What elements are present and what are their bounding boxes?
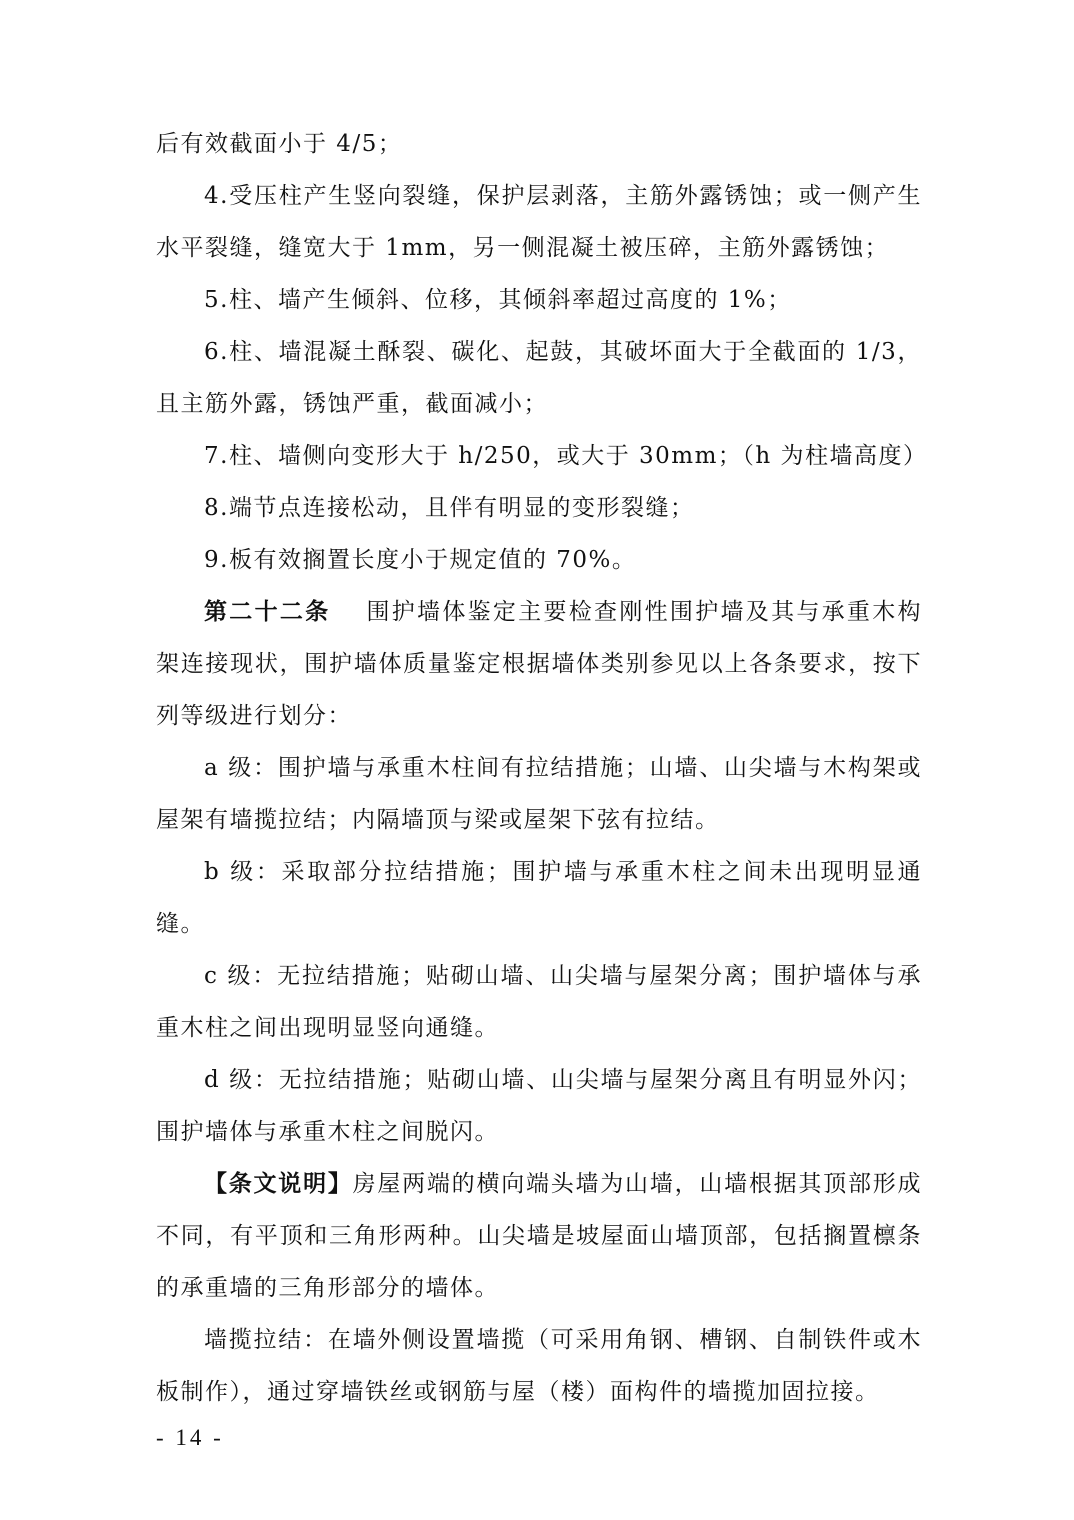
criterion-item-5: 5.柱、墙产生倾斜、位移，其倾斜率超过高度的 1%； bbox=[204, 287, 792, 313]
wall-tie-paragraph: 墙揽拉结：在墙外侧设置墙揽（可采用角钢、槽钢、自制铁件或木板制作），通过穿墙铁丝或钢筋与屋（楼）面构件的墙揽加固拉接。 bbox=[156, 1327, 922, 1405]
grade-a: a 级：围护墙与承重木柱间有拉结措施；山墙、山尖墙与木构架或屋架有墙揽拉结；内隔墙顶与梁或屋架下弦有拉结。 bbox=[156, 755, 922, 833]
criterion-item-6: 6.柱、墙混凝土酥裂、碳化、起鼓，其破坏面大于全截面的 1/3，且主筋外露，锈蚀严重，截面减小； bbox=[156, 339, 922, 417]
criterion-item-4: 4.受压柱产生竖向裂缝，保护层剥落，主筋外露锈蚀；或一侧产生水平裂缝，缝宽大于 1mm，另一侧混凝土被压碎，主筋外露锈蚀； bbox=[156, 183, 922, 261]
article-22 bbox=[156, 586, 922, 742]
grade-d: d 级：无拉结措施；贴砌山墙、山尖墙与屋架分离且有明显外闪；围护墙体与承重木柱之间脱闪。 bbox=[156, 1067, 922, 1145]
page-number: - 14 - bbox=[156, 1425, 224, 1450]
paragraph-continuation: 后有效截面小于 4/5； bbox=[156, 131, 403, 157]
article-text: 围护墙体鉴定主要检查刚性围护墙及其与承重木构架连接现状，围护墙体质量鉴定根据墙体类别参见以上各条要求，按下列等级进行划分： bbox=[156, 599, 923, 729]
explanation-text: 房屋两端的横向端头墙为山墙，山墙根据其顶部形成不同，有平顶和三角形两种。山尖墙是坡屋面山墙顶部，包括搁置檩条的承重墙的三角形部分的墙体。 bbox=[156, 1171, 923, 1301]
criterion-item-9: 9.板有效搁置长度小于规定值的 70%。 bbox=[204, 547, 637, 573]
grade-b: b 级：采取部分拉结措施；围护墙与承重木柱之间未出现明显通缝。 bbox=[156, 859, 922, 937]
criterion-item-7: 7.柱、墙侧向变形大于 h/250，或大于 30mm；（h 为柱墙高度） bbox=[204, 443, 928, 469]
article-heading: 第二十二条 bbox=[204, 598, 331, 625]
explanation-heading: 【条文说明】 bbox=[204, 1170, 353, 1197]
criterion-item-8: 8.端节点连接松动，且伴有明显的变形裂缝； bbox=[204, 495, 695, 521]
explanation-paragraph bbox=[156, 1158, 922, 1314]
grade-c: c 级：无拉结措施；贴砌山墙、山尖墙与屋架分离；围护墙体与承重木柱之间出现明显竖向通缝。 bbox=[156, 963, 922, 1041]
page-body bbox=[156, 118, 928, 1418]
